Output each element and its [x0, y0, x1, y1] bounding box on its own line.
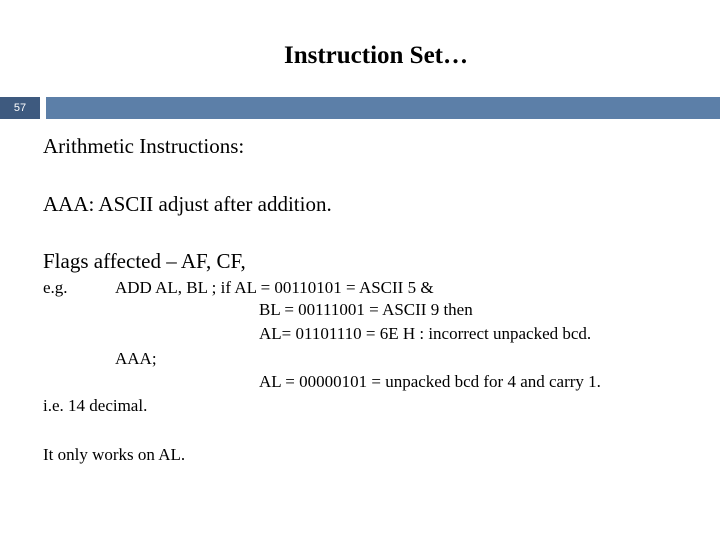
section-heading: Arithmetic Instructions:: [43, 134, 245, 158]
flags-affected: Flags affected – AF, CF,: [43, 249, 246, 273]
example-line-1: ADD AL, BL ; if AL = 00110101 = ASCII 5 &: [115, 278, 434, 297]
example-op: AAA;: [115, 349, 157, 368]
slide-number: 57: [0, 97, 40, 119]
slide-title: Instruction Set…: [283, 42, 469, 69]
al-only-note: It only works on AL.: [43, 445, 186, 464]
example-line-3: AL= 01101110 = 6E H : incorrect unpacked bcd.: [259, 324, 592, 343]
ie-note: i.e. 14 decimal.: [43, 396, 148, 415]
instruction-description: AAA: ASCII adjust after addition.: [43, 192, 332, 216]
example-label: e.g.: [43, 278, 68, 297]
example-line-2: BL = 00111001 = ASCII 9 then: [259, 300, 473, 319]
header-bar: [46, 97, 720, 119]
example-result: AL = 00000101 = unpacked bcd for 4 and carry 1.: [259, 372, 601, 391]
